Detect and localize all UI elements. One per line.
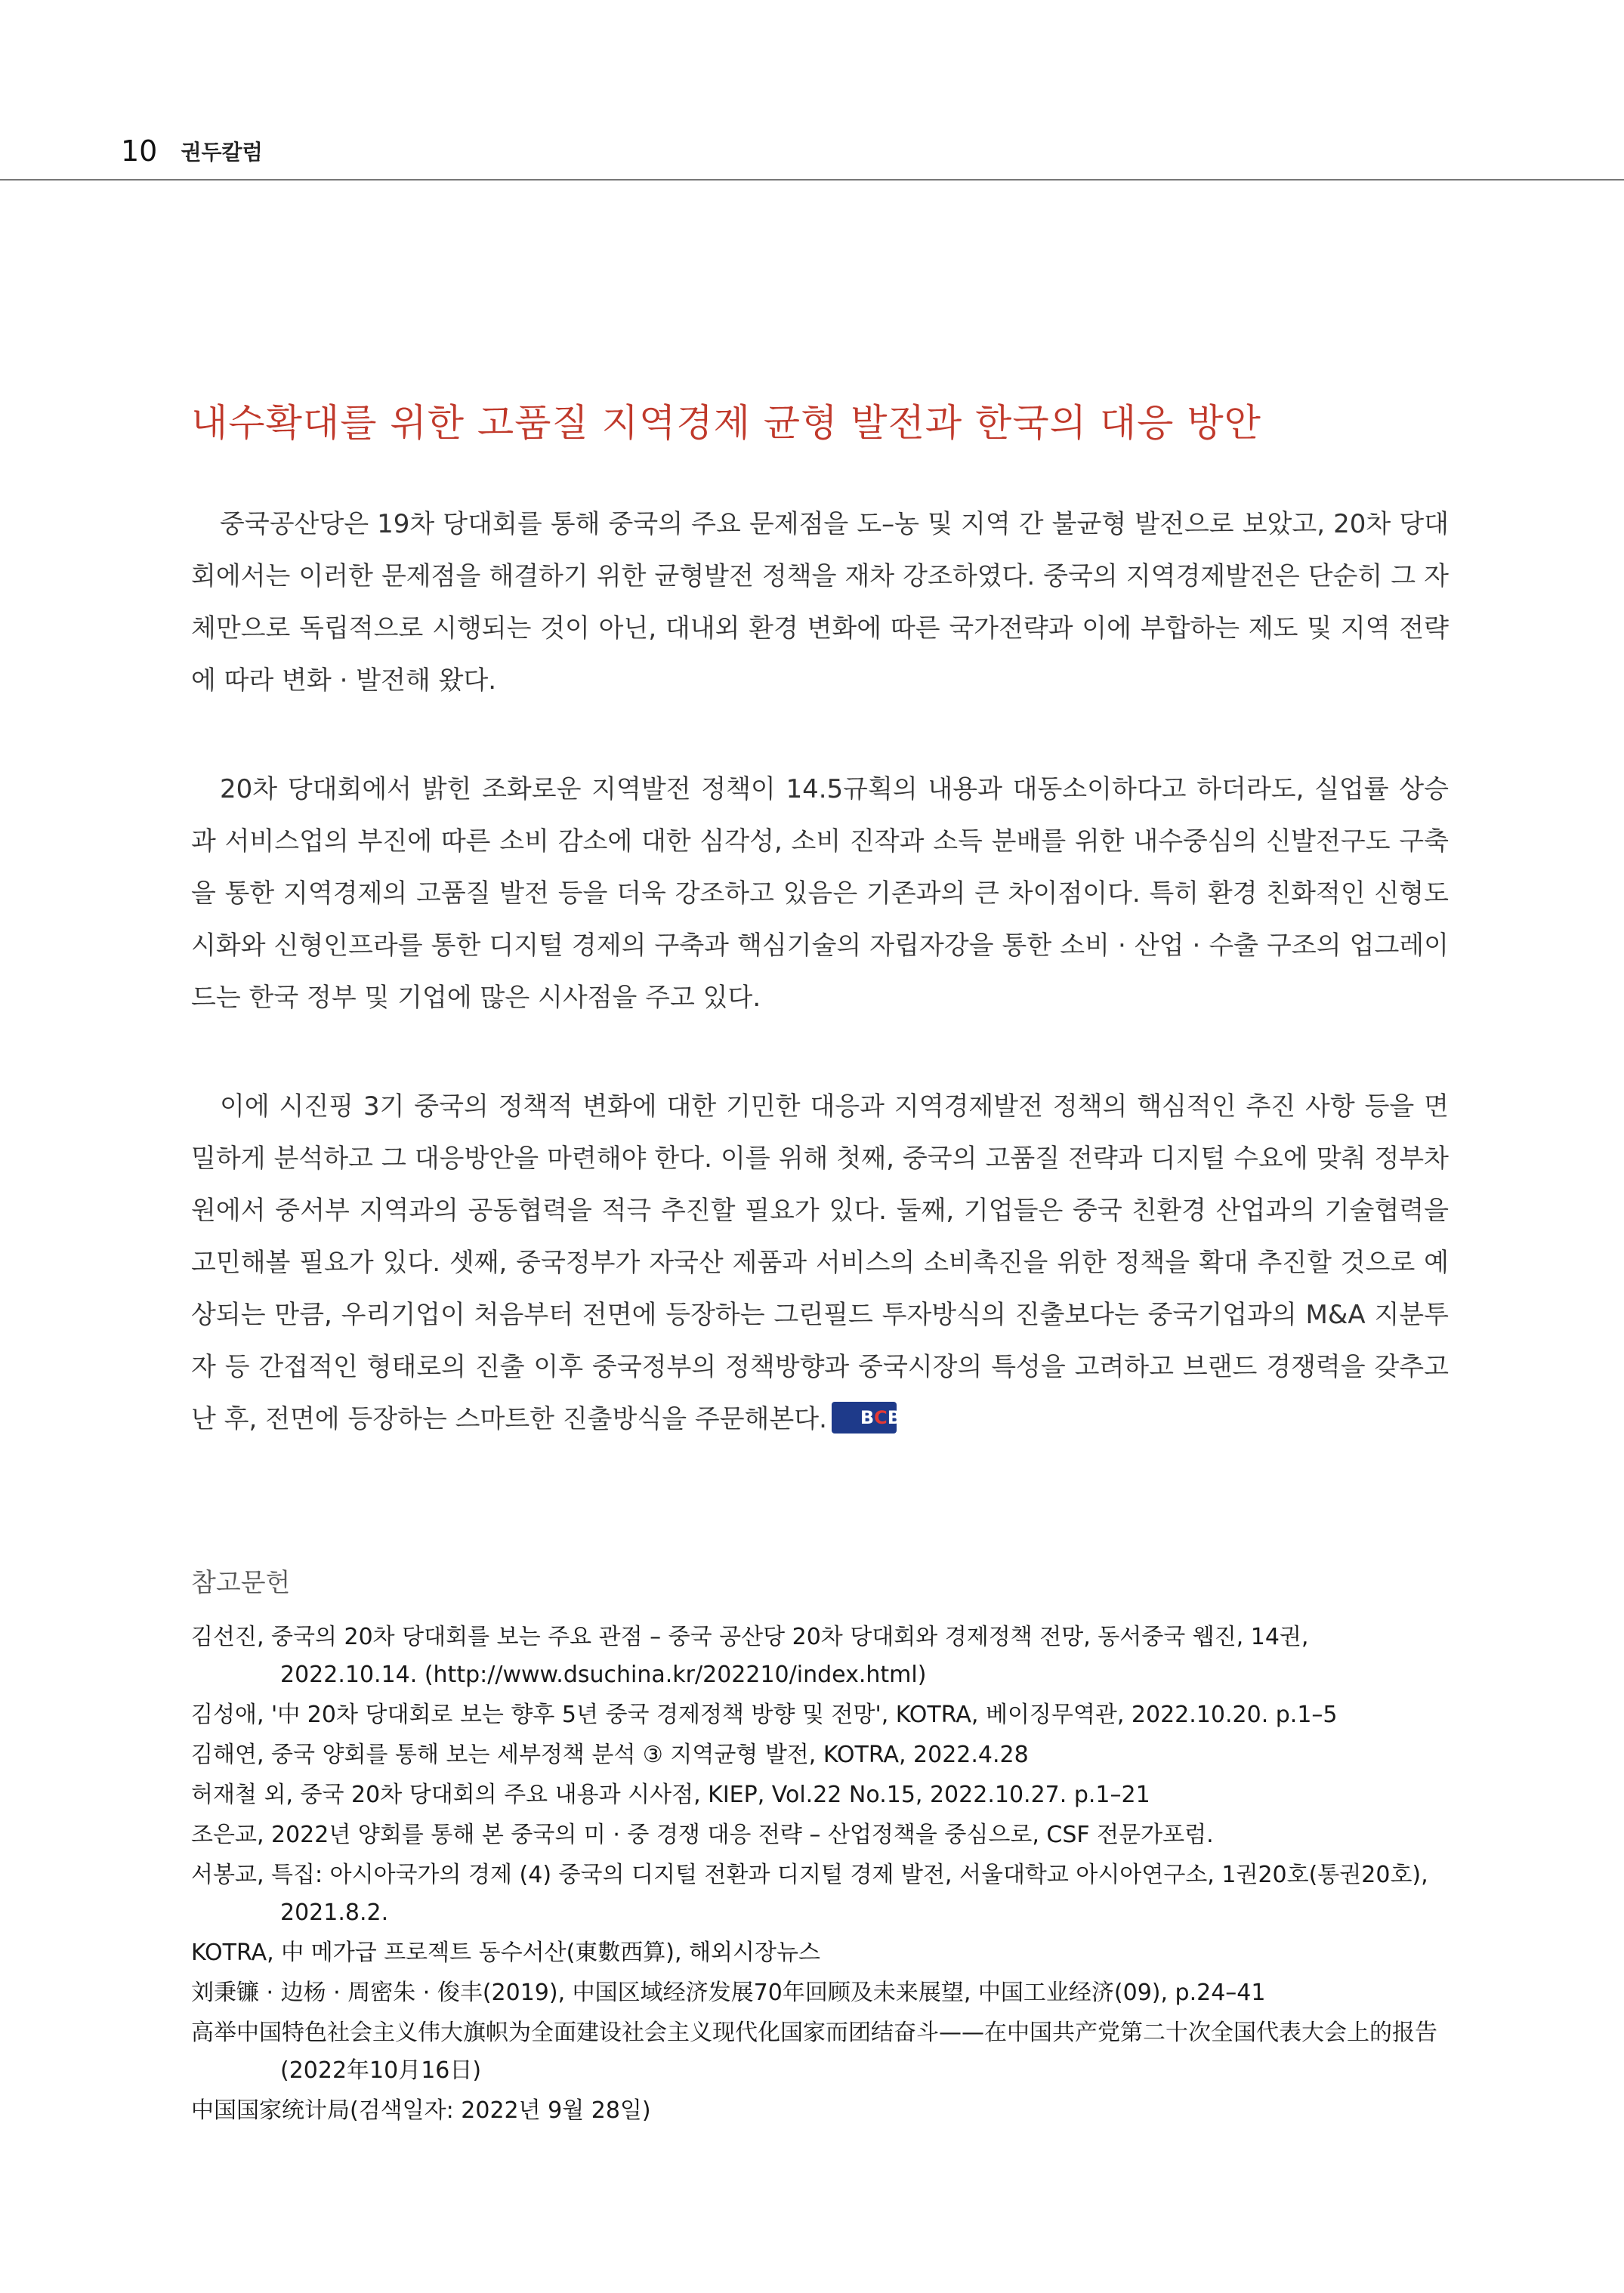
reference-item: 김선진, 중국의 20차 당대회를 보는 주요 관점 – 중국 공산당 20차 당대회와 경제정책 전망, 동서중국 웹진, 14권, 2022.10.14. (http://www.dsuchina.kr/202210/index.html) bbox=[191, 1624, 1309, 1688]
section-name: 권두칼럼 bbox=[181, 140, 263, 165]
reference-item: 김성애, '中 20차 당대회로 보는 향후 5년 중국 경제정책 방향 및 전망', KOTRA, 베이징무역관, 2022.10.20. p.1–5 bbox=[191, 1702, 1338, 1728]
reference-item: KOTRA, 中 메가급 프로젝트 동수서산(東數西算), 해외시장뉴스 bbox=[191, 1940, 820, 1966]
page-header bbox=[121, 134, 263, 180]
paragraph-1: 중국공산당은 19차 당대회를 통해 중국의 주요 문제점을 도–농 및 지역 간 불균형 발전으로 보았고, 20차 당대회에서는 이러한 문제점을 해결하기 위한 균형발전 정책을 재차 강조하였다. 중국의 지역경제발전은 단순히 그 자체만으로 독립적으로 시행되는 것이 아닌, 대내외 환경 변화에 따른 국가전략과 이에 부합하는 제도 및 지역 전략에 따라 변화 · 발전해 왔다. bbox=[191, 509, 1449, 696]
article-title: 내수확대를 위한 고품질 지역경제 균형 발전과 한국의 대응 방안 bbox=[191, 401, 1261, 445]
reference-item: 김해연, 중국 양회를 통해 보는 세부정책 분석 ③ 지역균형 발전, KOTRA, 2022.4.28 bbox=[191, 1742, 1029, 1768]
references-title: 참고문헌 bbox=[191, 1568, 291, 1598]
article-body bbox=[191, 498, 1449, 1502]
reference-item: 서봉교, 특집: 아시아국가의 경제 (4) 중국의 디지털 전환과 디지털 경제 발전, 서울대학교 아시아연구소, 1권20호(통권20호), 2021.8.2. bbox=[191, 1862, 1428, 1926]
reference-item: 허재철 외, 중국 20차 당대회의 주요 내용과 시사점, KIEP, Vol.22 No.15, 2022.10.27. p.1–21 bbox=[191, 1782, 1150, 1808]
references-section bbox=[191, 1562, 1449, 2132]
header-divider bbox=[0, 179, 1624, 181]
paragraph-3 bbox=[191, 1081, 1449, 1446]
reference-item: 조은교, 2022년 양회를 통해 본 중국의 미 · 중 경쟁 대응 전략 – 산업정책을 중심으로, CSF 전문가포럼. bbox=[191, 1822, 1214, 1848]
page-number: 10 bbox=[121, 134, 158, 168]
publisher-logo-icon: BCB bbox=[832, 1402, 897, 1434]
paragraph-3-text: 이에 시진핑 3기 중국의 정책적 변화에 대한 기민한 대응과 지역경제발전 정책의 핵심적인 추진 사항 등을 면밀하게 분석하고 그 대응방안을 마련해야 한다. 이를 위해 첫째, 중국의 고품질 전략과 디지털 수요에 맞춰 정부차원에서 중서부 지역과의 공동협력을 적극 추진할 필요가 있다. 둘째, 기업들은 중국 친환경 산업과의 기술협력을 고민해볼 필요가 있다. 셋째, 중국정부가 자국산 제품과 서비스의 소비촉진을 위한 정책을 확대 추진할 것으로 예상되는 만큼, 우리기업이 처음부터 전면에 등장하는 그린필드 투자방식의 진출보다는 중국기업과의 M&A 지분투자 등 간접적인 형태로의 진출 이후 중국정부의 정책방향과 중국시장의 특성을 고려하고 브랜드 경쟁력을 갖추고 난 후, 전면에 등장하는 스마트한 진출방식을 주문해본다. bbox=[191, 1091, 1449, 1434]
reference-item: 刘秉镰 · 边杨 · 周密朱 · 俊丰(2019), 中国区域经济发展70年回顾及未来展望, 中国工业经济(09), p.24–41 bbox=[191, 1980, 1266, 2006]
reference-item: 高举中国特色社会主义伟大旗帜为全面建设社会主义现代化国家而团结奋斗——在中国共产党第二十次全国代表大会上的报告 (2022年10月16日) bbox=[191, 2020, 1437, 2084]
paragraph-2: 20차 당대회에서 밝힌 조화로운 지역발전 정책이 14.5규획의 내용과 대동소이하다고 하더라도, 실업률 상승과 서비스업의 부진에 따른 소비 감소에 대한 심각성, 소비 진작과 소득 분배를 위한 내수중심의 신발전구도 구축을 통한 지역경제의 고품질 발전 등을 더욱 강조하고 있음은 기존과의 큰 차이점이다. 특히 환경 친화적인 신형도시화와 신형인프라를 통한 디지털 경제의 구축과 핵심기술의 자립자강을 통한 소비 · 산업 · 수출 구조의 업그레이드는 한국 정부 및 기업에 많은 시사점을 주고 있다. bbox=[191, 774, 1449, 1013]
reference-item: 中国国家统计局(검색일자: 2022년 9월 28일) bbox=[191, 2097, 651, 2124]
